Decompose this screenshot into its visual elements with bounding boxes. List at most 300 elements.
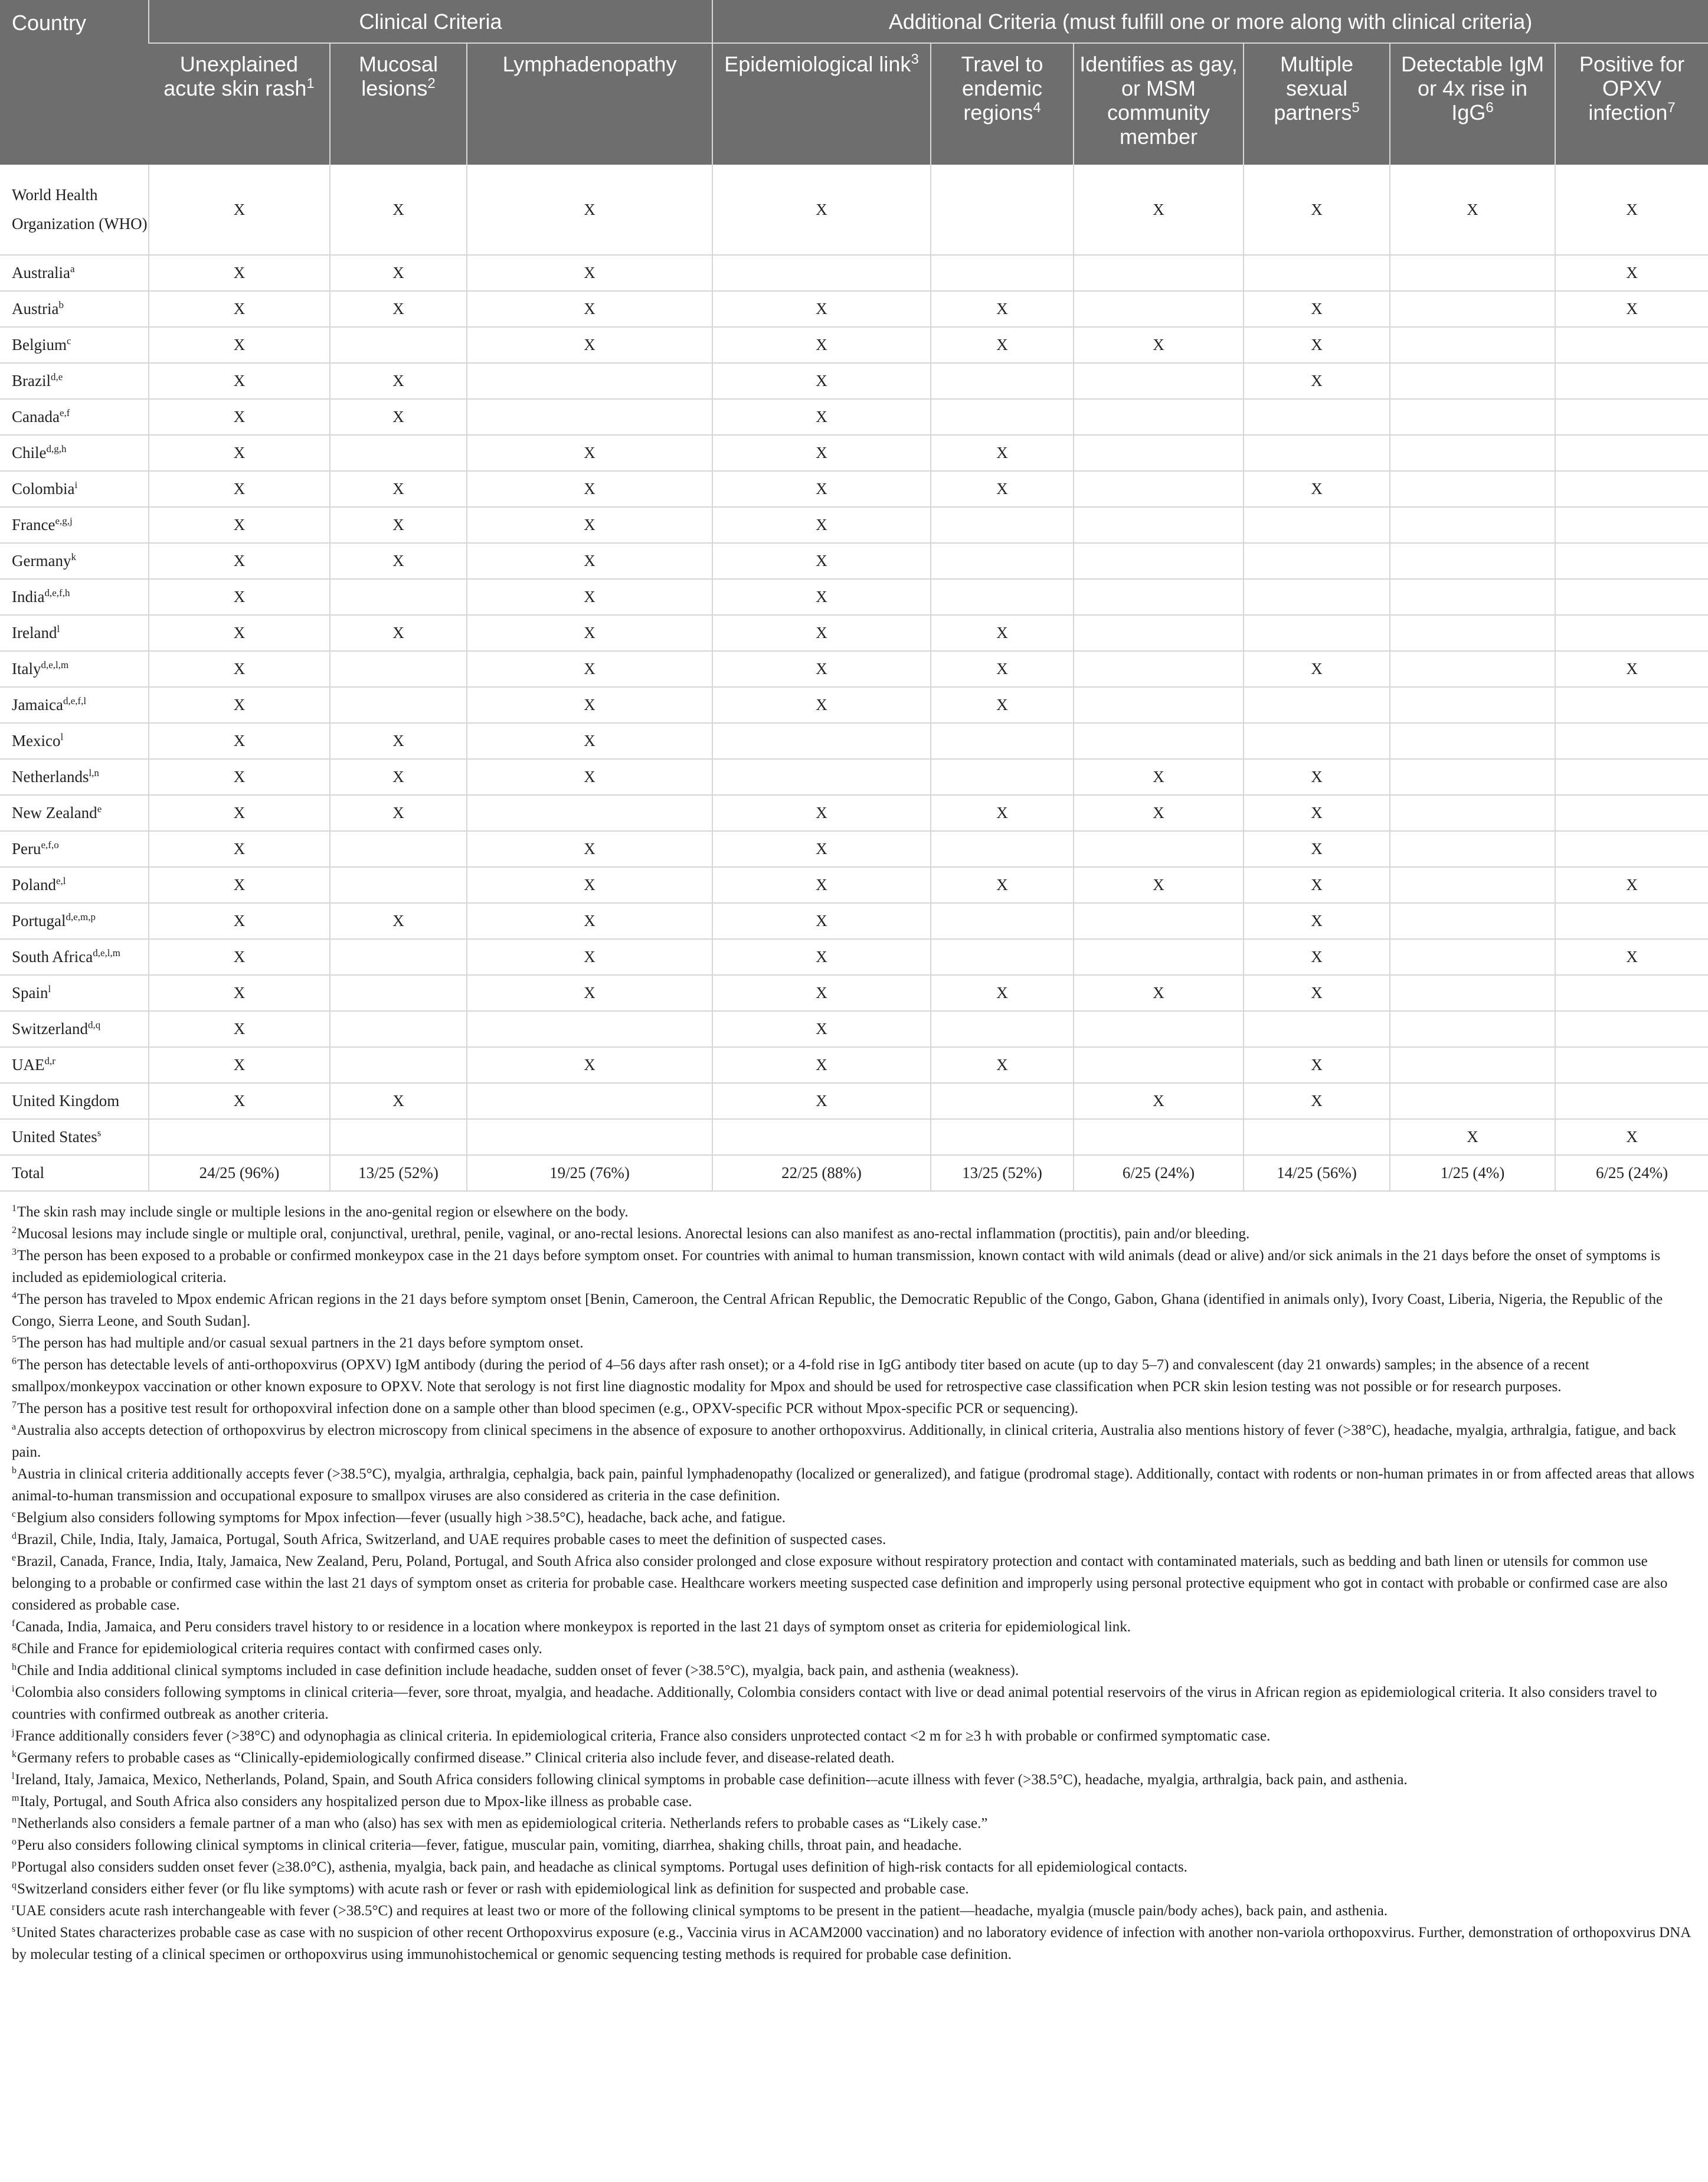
criteria-cell [1390,399,1555,435]
country-footnote-marks: a [70,263,75,274]
country-name: Ireland [12,624,57,642]
criteria-cell [330,651,467,687]
column-header-footnote-mark: 2 [427,76,436,91]
criteria-cell [1390,363,1555,399]
table-row [0,399,1708,435]
criteria-cell [931,759,1074,795]
criteria-cell [1074,543,1244,579]
criteria-cell: X [712,579,931,615]
footnote [12,1507,1696,1529]
column-header-footnote-mark: 4 [1033,100,1041,116]
criteria-cell: X [1244,867,1390,903]
column-header [931,43,1074,165]
criteria-cell [330,327,467,363]
footnote-mark: i [12,1683,15,1694]
criteria-cell [1390,435,1555,471]
footnote-mark: j [12,1727,15,1738]
criteria-cell [1074,435,1244,471]
country-name: Brazil [12,372,51,390]
criteria-cell: X [467,867,712,903]
criteria-cell [1244,1119,1390,1155]
criteria-cell [1390,255,1555,291]
criteria-cell [467,399,712,435]
criteria-cell: X [712,435,931,471]
criteria-cell: X [330,615,467,651]
table-row [0,1119,1708,1155]
criteria-cell: X [1244,939,1390,975]
country-footnote-marks: l [60,731,64,742]
criteria-cell [1074,579,1244,615]
criteria-cell: X [330,723,467,759]
table-row [0,831,1708,867]
criteria-cell [1390,1047,1555,1083]
criteria-cell: X [149,723,330,759]
criteria-cell: X [330,1083,467,1119]
country-name: New Zealand [12,804,97,822]
footnote [12,1725,1696,1747]
footnote-mark: q [12,1880,17,1890]
criteria-cell: X [1244,1083,1390,1119]
footnote-text: The person has a positive test result for orthopoxviral infection done on a sample other than blood specimen (e.g., OPXV-specific PCR without Mpox-specific PCR or sequencing). [17,1401,1079,1416]
criteria-cell: X [467,615,712,651]
criteria-cell: X [149,255,330,291]
column-header [330,43,467,165]
country-footnote-marks: l,n [89,767,99,778]
criteria-cell: X [931,327,1074,363]
criteria-cell [1390,975,1555,1011]
criteria-cell [1555,831,1708,867]
criteria-cell: X [149,291,330,327]
country-footnote-marks: e,f [59,407,70,418]
footnote-mark: 4 [12,1290,17,1301]
criteria-cell: 24/25 (96%) [149,1155,330,1191]
column-header-footnote-mark: 6 [1485,100,1494,116]
criteria-cell [1390,543,1555,579]
criteria-cell: X [1244,651,1390,687]
criteria-cell [1074,471,1244,507]
footnote-text: UAE considers acute rash interchangeable with fever (>38.5°C) and requires at least two or more of the following clinical symptoms to be present in the patient—headache, myalgia (muscle pain/body aches), back pain, and asthenia. [15,1903,1388,1919]
criteria-cell: X [149,327,330,363]
criteria-cell: X [467,759,712,795]
criteria-cell: X [931,291,1074,327]
country-footnote-marks: k [71,551,76,562]
country-cell [0,795,149,831]
criteria-cell: X [467,327,712,363]
country-cell [0,723,149,759]
criteria-cell: X [149,363,330,399]
criteria-cell: X [712,507,931,543]
footnote [12,1747,1696,1769]
footnote-text: Brazil, Canada, France, India, Italy, Jamaica, New Zealand, Peru, Poland, Portugal, and South Africa also consider prolonged and close exposure without respiratory protection and contact with contaminated materials, such as bedding and bath linen or utensils for common use belonging to a probable or confirmed case within the last 21 days of symptom onset as criteria for probable case. Healthcare workers meeting suspected case definition and improperly using personal protective equipment who got in contact with probable or confirmed case are also considered as probable case. [12,1553,1668,1613]
criteria-cell: X [1074,867,1244,903]
column-header-footnote-mark: 3 [911,51,919,67]
country-cell [0,903,149,939]
country-footnote-marks: d,e,f,h [44,587,70,598]
country-name: Germany [12,552,71,570]
criteria-cell: X [330,543,467,579]
country-name: Mexico [12,732,61,750]
footnote [12,1550,1696,1616]
criteria-cell [712,759,931,795]
criteria-cell: 14/25 (56%) [1244,1155,1390,1191]
footnote-text: Portugal also considers sudden onset fever (≥38.0°C), asthenia, myalgia, back pain, and headache as clinical symptoms. Portugal uses definition of high-risk contacts for all epidemiological contacts. [17,1859,1187,1875]
footnote-mark: l [12,1771,15,1781]
criteria-cell [1390,831,1555,867]
criteria-cell: X [1555,867,1708,903]
table-row [0,687,1708,723]
criteria-cell: X [330,903,467,939]
table-row [0,1011,1708,1047]
criteria-cell: X [712,327,931,363]
country-name: Netherlands [12,768,89,786]
footnote-mark: s [12,1923,16,1934]
criteria-cell [1074,291,1244,327]
criteria-cell: X [330,291,467,327]
footnote [12,1332,1696,1354]
footnote-mark: f [12,1618,15,1628]
criteria-cell [931,903,1074,939]
table-row [0,471,1708,507]
criteria-cell: X [1074,759,1244,795]
criteria-cell: X [1244,831,1390,867]
country-name: Chile [12,444,47,462]
table-row [0,975,1708,1011]
table-row [0,939,1708,975]
country-cell [0,363,149,399]
footnote [12,1463,1696,1507]
footnote-text: The person has detectable levels of anti-orthopoxvirus (OPXV) IgM antibody (during the period of 4–56 days after rash onset); or a 4-fold rise in IgG antibody titer based on acute (up to day 5–7) and convalescent (day 21 onwards) samples; in the absence of a recent smallpox/monkeypox vaccination or other known exposure to OPXV. Note that serology is not first line diagnostic modality for Mpox and should be used for retrospective case classification when PCR skin lesion testing was not possible or for research purposes. [12,1357,1589,1395]
footnote [12,1245,1696,1288]
criteria-cell [931,363,1074,399]
footnote-text: United States characterizes probable case as case with no suspicion of other recent Orthopoxvirus exposure (e.g., Vaccinia virus in ACAM2000 vaccination) and no laboratory evidence of infection with another non-variola orthopoxvirus. Further, demonstration of orthopoxvirus DNA by molecular testing of a clinical specimen or orthopoxvirus using immunohistochemical or genomic sequencing testing methods is required for probable case definition. [12,1925,1690,1962]
criteria-cell [1244,507,1390,543]
criteria-cell [1390,759,1555,795]
footnote-mark: c [12,1509,17,1519]
criteria-cell [1390,507,1555,543]
country-cell [0,1119,149,1155]
criteria-cell [931,1083,1074,1119]
criteria-cell [1555,687,1708,723]
criteria-cell: X [149,795,330,831]
country-cell [0,615,149,651]
criteria-cell: X [1555,939,1708,975]
criteria-cell: X [467,975,712,1011]
criteria-cell: X [1244,471,1390,507]
column-header-footnote-mark: 1 [306,76,315,91]
criteria-cell: X [712,543,931,579]
criteria-cell: X [1555,165,1708,255]
criteria-cell: X [467,507,712,543]
footnote [12,1791,1696,1813]
footnote-mark: 3 [12,1247,17,1257]
criteria-cell: X [712,399,931,435]
country-cell [0,867,149,903]
criteria-cell: X [149,903,330,939]
country-name: Jamaica [12,696,63,714]
footnote-text: Italy, Portugal, and South Africa also considers any hospitalized person due to Mpox-like illness as probable case. [19,1794,692,1810]
criteria-cell: X [712,1083,931,1119]
criteria-cell: X [467,651,712,687]
criteria-cell [1390,1011,1555,1047]
footnote-text: Ireland, Italy, Jamaica, Mexico, Netherlands, Poland, Spain, and South Africa considers following clinical symptoms in probable case definition-–acute illness with fever (>38.5°C), headache, myalgia, arthralgia, back pain, and asthenia. [15,1772,1408,1788]
footnote-text: Netherlands also considers a female partner of a man who (also) has sex with men as epidemiological criteria. Netherlands refers to probable cases as “Likely case.” [17,1815,988,1831]
table-row [0,327,1708,363]
footnote-text: Austria in clinical criteria additionally accepts fever (>38.5°C), myalgia, arthralgia, cephalgia, back pain, painful lymphadenopathy (localized or generalized), and fatigue (prodromal stage). Additionally, contact with rodents or non-human primates in or from affected areas that allows animal-to-human transmission and occupational exposure to smallpox viruses are also considered as criteria in the case definition. [12,1466,1694,1504]
country-footnote-marks: d,e,f,l [63,695,87,706]
criteria-cell: X [931,651,1074,687]
table-row [0,615,1708,651]
table-row [0,579,1708,615]
criteria-cell [1244,543,1390,579]
column-header-text: Unexplained acute skin rash [163,52,307,100]
header-column-row [0,43,1708,165]
criteria-cell: X [467,435,712,471]
footnote [12,1354,1696,1398]
criteria-cell: X [330,795,467,831]
criteria-cell [1390,291,1555,327]
footnote [12,1419,1696,1463]
criteria-cell: X [1555,291,1708,327]
column-header-footnote-mark: 5 [1352,100,1360,116]
country-footnote-marks: i [74,479,78,490]
footnote-mark: k [12,1749,17,1759]
criteria-cell [1244,723,1390,759]
table-row [0,1083,1708,1119]
criteria-cell: X [330,165,467,255]
criteria-cell [149,1119,330,1155]
country-cell [0,1047,149,1083]
table-row [0,759,1708,795]
criteria-cell: X [712,471,931,507]
footnote [12,1900,1696,1922]
column-header-footnote-mark: 7 [1667,100,1676,116]
footnote-text: Australia also accepts detection of orthopoxvirus by electron microscopy from clinical specimens in the absence of exposure to another orthopoxvirus. Additionally, in clinical criteria, Australia also mentions history of fever (>38°C), headache, myalgia, arthralgia, fatigue, and back pain. [12,1422,1676,1460]
criteria-cell: X [330,507,467,543]
criteria-cell [1555,363,1708,399]
column-header [1390,43,1555,165]
criteria-cell: X [149,831,330,867]
table-row [0,291,1708,327]
table-header [0,0,1708,165]
criteria-cell [1555,435,1708,471]
criteria-cell: X [149,867,330,903]
criteria-cell: X [149,543,330,579]
criteria-cell [931,507,1074,543]
country-cell [0,651,149,687]
criteria-cell [1244,1011,1390,1047]
table-row [0,165,1708,255]
country-footnote-marks: e,f,o [41,839,59,850]
criteria-cell: 1/25 (4%) [1390,1155,1555,1191]
footnote-text: Brazil, Chile, India, Italy, Jamaica, Portugal, South Africa, Switzerland, and UAE requires probable cases to meet the definition of suspected cases. [17,1532,886,1548]
footnote [12,1529,1696,1550]
footnote [12,1834,1696,1856]
criteria-cell: X [712,615,931,651]
country-footnote-marks: c [67,335,71,346]
table-row [0,363,1708,399]
footnote-text: The person has been exposed to a probable or confirmed monkeypox case in the 21 days before symptom onset. For countries with animal to human transmission, known contact with wild animals (dead or alive) and/or sick animals in the 21 days before the onset of symptoms is included as epidemiological criteria. [12,1248,1661,1285]
footnote [12,1682,1696,1725]
country-cell [0,759,149,795]
column-header-text: Travel to endemic regions [961,52,1043,125]
footnote-text: Chile and France for epidemiological criteria requires contact with confirmed cases only. [17,1641,542,1657]
criteria-cell [330,831,467,867]
table-row [0,795,1708,831]
criteria-cell [1555,471,1708,507]
footnote-mark: m [12,1792,19,1803]
country-name: Peru [12,840,41,858]
table-row [0,435,1708,471]
criteria-cell: X [467,939,712,975]
column-header [1244,43,1390,165]
criteria-cell: X [467,543,712,579]
criteria-cell [931,579,1074,615]
criteria-cell: X [712,291,931,327]
criteria-cell: X [1244,759,1390,795]
criteria-cell [931,255,1074,291]
country-name: Canada [12,408,60,426]
criteria-cell: X [330,399,467,435]
table-row [0,723,1708,759]
country-name: Poland [12,876,57,894]
footnote-mark: p [12,1858,17,1869]
criteria-cell [1390,615,1555,651]
column-header-text: Mucosal lesions [358,52,439,100]
criteria-cell [1390,471,1555,507]
criteria-cell [330,867,467,903]
country-footnote-marks: d,q [87,1019,101,1031]
criteria-cell: X [1244,1047,1390,1083]
column-header-text: Epidemiological link [724,52,911,76]
criteria-cell: X [149,165,330,255]
criteria-cell [1390,939,1555,975]
country-cell [0,687,149,723]
criteria-cell [1074,831,1244,867]
criteria-cell [1555,327,1708,363]
footnote-mark: 7 [12,1399,17,1410]
country-name: Australia [12,264,70,282]
country-cell [0,507,149,543]
criteria-cell [1074,507,1244,543]
country-footnote-marks: e [97,803,102,814]
criteria-cell: 6/25 (24%) [1555,1155,1708,1191]
criteria-cell: X [149,507,330,543]
country-name: UAE [12,1056,45,1074]
criteria-cell: X [1555,651,1708,687]
footnote [12,1201,1696,1223]
criteria-cell: X [712,687,931,723]
criteria-cell: X [149,651,330,687]
criteria-cell: X [149,471,330,507]
criteria-cell: X [931,687,1074,723]
footnote [12,1638,1696,1660]
criteria-cell: X [149,1047,330,1083]
country-cell [0,399,149,435]
criteria-cell: X [467,579,712,615]
criteria-cell: 6/25 (24%) [1074,1155,1244,1191]
country-cell [0,327,149,363]
footnote-mark: o [12,1836,17,1847]
criteria-cell: X [1244,363,1390,399]
footnote-mark: 5 [12,1334,17,1344]
criteria-cell [931,399,1074,435]
country-cell [0,255,149,291]
criteria-cell [330,939,467,975]
criteria-cell [330,435,467,471]
criteria-cell: X [1244,165,1390,255]
criteria-cell: X [1555,255,1708,291]
criteria-cell [1555,399,1708,435]
criteria-cell [1555,1011,1708,1047]
criteria-cell: X [931,867,1074,903]
criteria-cell [467,363,712,399]
column-header [467,43,712,165]
country-cell [0,939,149,975]
country-name: United Kingdom [12,1092,120,1110]
country-name: Portugal [12,912,66,930]
footnote-mark: 1 [12,1203,17,1213]
criteria-cell [1244,579,1390,615]
column-header-text: Positive for OPXV infection [1579,52,1685,125]
footnote-text: Belgium also considers following symptoms for Mpox infection—fever (usually high >38.5°C), headache, back ache, and fatigue. [17,1510,786,1526]
footnote-mark: r [12,1902,15,1912]
criteria-cell: X [1074,1083,1244,1119]
country-cell [0,1083,149,1119]
criteria-cell: X [467,903,712,939]
header-country: Country [0,0,149,165]
criteria-cell: X [712,363,931,399]
criteria-cell: X [712,867,931,903]
total-row [0,1155,1708,1191]
country-cell [0,1011,149,1047]
criteria-cell: X [149,435,330,471]
country-footnote-marks: d,e,l,m [93,947,120,958]
footnote-mark: n [12,1814,17,1825]
criteria-cell [931,723,1074,759]
criteria-cell: X [712,831,931,867]
table-row [0,1047,1708,1083]
country-footnote-marks: d,e,m,p [66,911,96,922]
country-name: World Health Organization (WHO) [12,186,148,233]
country-footnote-marks: b [58,299,64,310]
criteria-cell: X [1390,1119,1555,1155]
criteria-cell: X [149,975,330,1011]
criteria-cell: X [149,939,330,975]
footnote-text: Switzerland considers either fever (or flu like symptoms) with acute rash or fever or rash with epidemiological link as definition for suspected and probable case. [17,1881,969,1897]
country-name: Switzerland [12,1020,88,1038]
header-group-row [0,0,1708,43]
criteria-cell [1555,1083,1708,1119]
criteria-cell [1244,435,1390,471]
footnote-text: The skin rash may include single or multiple lesions in the ano-genital region or elsewhere on the body. [17,1204,629,1220]
criteria-cell: X [1244,903,1390,939]
country-name: Total [12,1164,45,1182]
criteria-cell [1390,867,1555,903]
criteria-cell: X [467,1047,712,1083]
criteria-cell: 13/25 (52%) [330,1155,467,1191]
criteria-cell: X [712,165,931,255]
footnote [12,1856,1696,1878]
column-header-text: Detectable IgM or 4x rise in IgG [1401,52,1545,125]
footnote-text: Peru also considers following clinical symptoms in clinical criteria—fever, fatigue, muscular pain, vomiting, diarrhea, shaking chills, throat pain, and headache. [17,1837,962,1853]
criteria-cell [1074,687,1244,723]
country-name: India [12,588,45,606]
criteria-cell: X [467,255,712,291]
criteria-cell [1555,579,1708,615]
table-row [0,867,1708,903]
criteria-cell [467,795,712,831]
criteria-cell [1555,543,1708,579]
